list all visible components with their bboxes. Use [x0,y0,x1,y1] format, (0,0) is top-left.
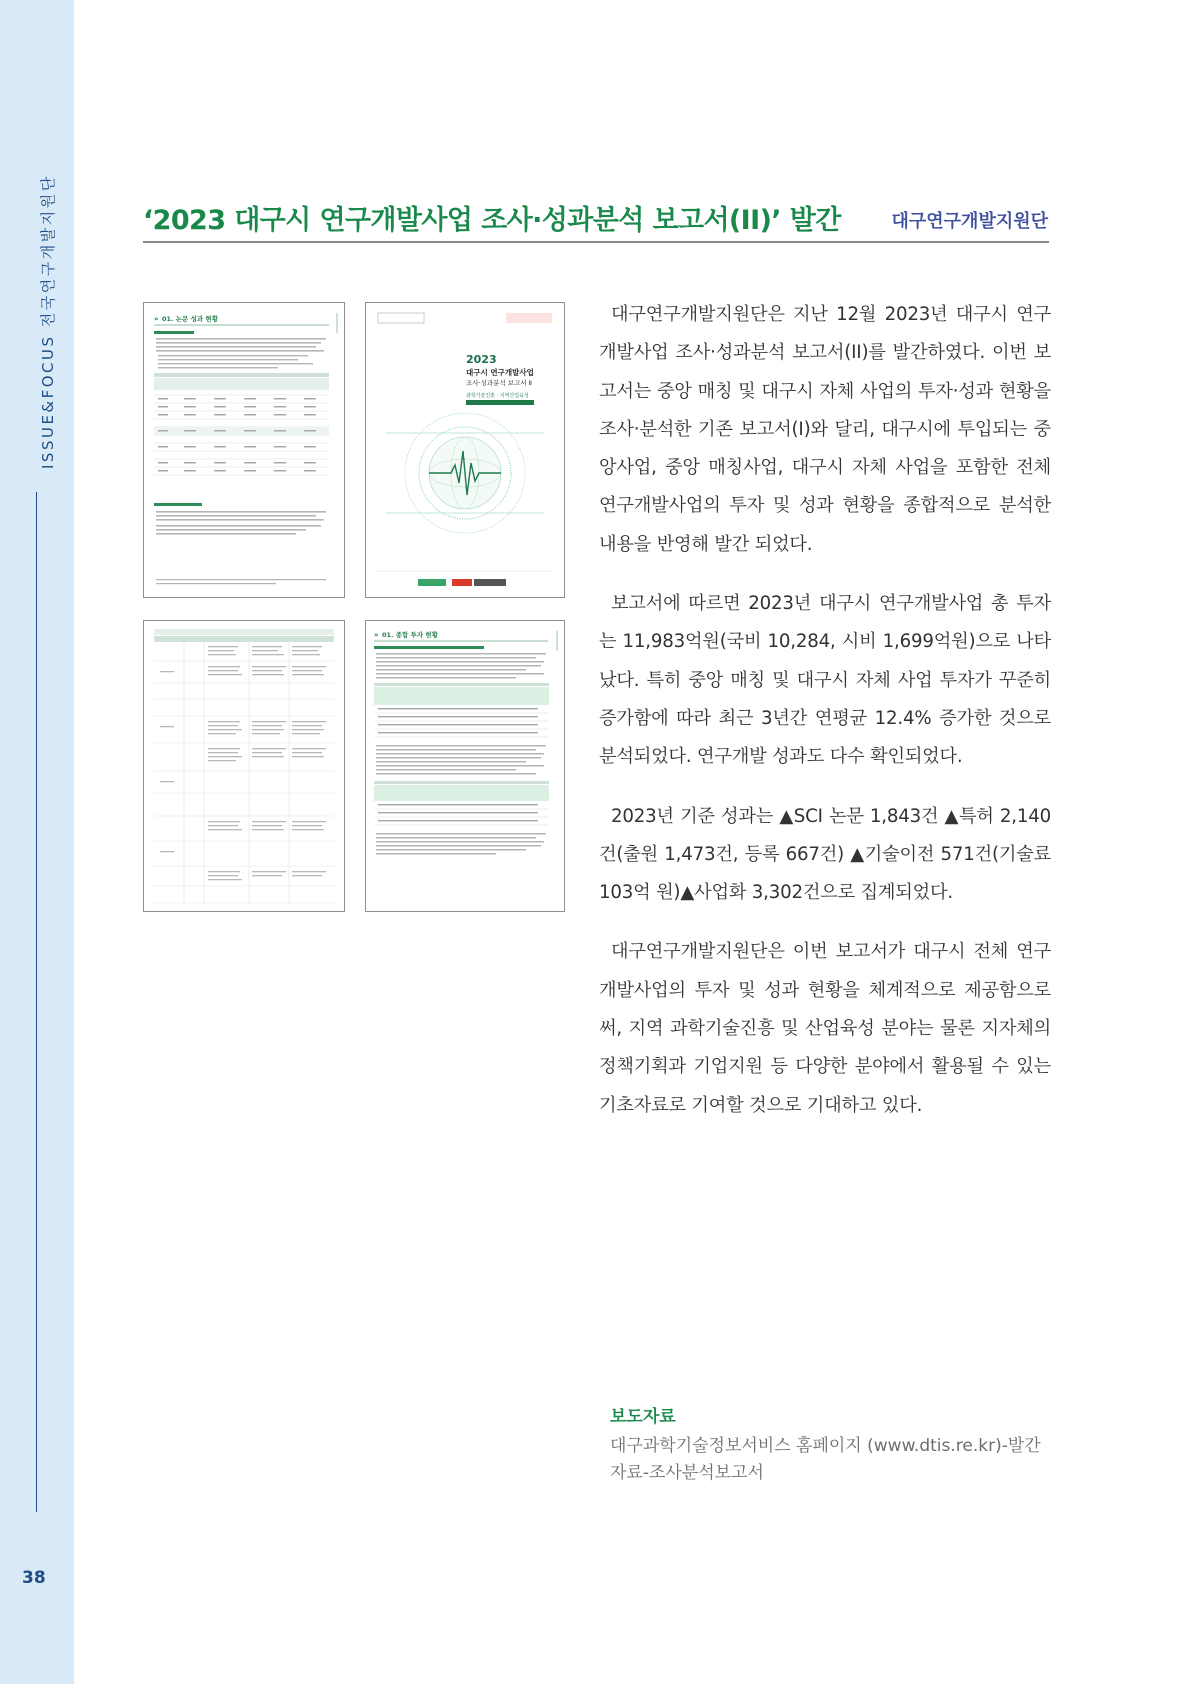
report-page-thumbnail-4 [365,620,565,912]
page-number: 38 [22,1568,46,1588]
report-page-thumbnail-1 [143,302,345,598]
svg-text:»: » [154,315,159,323]
article-paragraph: 2023년 기준 성과는 ▲SCI 논문 1,843건 ▲특허 2,140건(출원 1,473건, 등록 667건) ▲기술이전 571건(기술료 103억 원)▲사업화 3,302건으로 집계되었다. [599,805,1051,904]
cover-globe-graphic [405,413,525,533]
cover-title-line2: 조사·성과분석 보고서 Ⅱ [466,379,532,387]
title-rule [143,241,1049,243]
thumbnail-heading: 01. 논문 성과 현황 [162,315,218,323]
section-label-text: ISSUE&FOCUS [39,334,57,469]
article-body [599,296,1051,1146]
source-link-text[interactable]: 대구과학기술정보서비스 홈페이지 (www.dtis.re.kr)-발간자료-조사분석보고서 [610,1436,1041,1483]
svg-text:»: » [374,631,379,639]
source-title: 보도자료 [610,1407,676,1427]
sidebar-section-label [37,143,58,469]
article-paragraph: 대구연구개발지원단은 지난 12월 2023년 대구시 연구개발사업 조사·성과분석 보고서(II)를 발간하였다. 이번 보고서는 중앙 매칭 및 대구시 자체 사업의 투자·성과 현황을 조사·분석한 기존 보고서(I)와 달리, 대구시에 투입되는 중앙사업, 중앙 매칭사업, 대구시 자체 사업을 포함한 전체 연구개발사업의 투자 및 성과 현황을 종합적으로 분석한 내용을 반영해 발간 되었다. [599,304,1051,555]
organization-name: 대구연구개발지원단 [891,211,1048,232]
cover-subtitle: 과학기술진흥 · 지역산업육성 [466,393,529,399]
sidebar-org-label: 전국연구개발지원단 [39,174,57,328]
cover-title-line1: 대구시 연구개발사업 [466,368,534,377]
cover-year: 2023 [466,353,497,366]
article-paragraph: 대구연구개발지원단은 이번 보고서가 대구시 전체 연구개발사업의 투자 및 성과 현황을 체계적으로 제공함으로써, 지역 과학기술진흥 및 산업육성 분야는 물론 지자체의 정책기획과 기업지원 등 다양한 분야에서 활용될 수 있는 기초자료로 기여할 것으로 기대하고 있다. [599,941,1051,1116]
sidebar-divider [36,492,37,1512]
report-cover-thumbnail [365,302,565,598]
thumbnail-heading-4: 01. 종합 투자 현황 [382,631,438,639]
article-title: ‘2023 대구시 연구개발사업 조사·성과분석 보고서(II)’ 발간 [143,205,841,236]
article-paragraph: 보고서에 따르면 2023년 대구시 연구개발사업 총 투자는 11,983억원(국비 10,284, 시비 1,699억원)으로 나타났다. 특히 중앙 매칭 및 대구시 자체 사업 투자가 꾸준히 증가함에 따라 최근 3년간 연평균 12.4% 증가한 것으로 분석되었다. 연구개발 성과도 다수 확인되었다. [599,593,1051,768]
report-page-thumbnail-3 [143,620,345,912]
